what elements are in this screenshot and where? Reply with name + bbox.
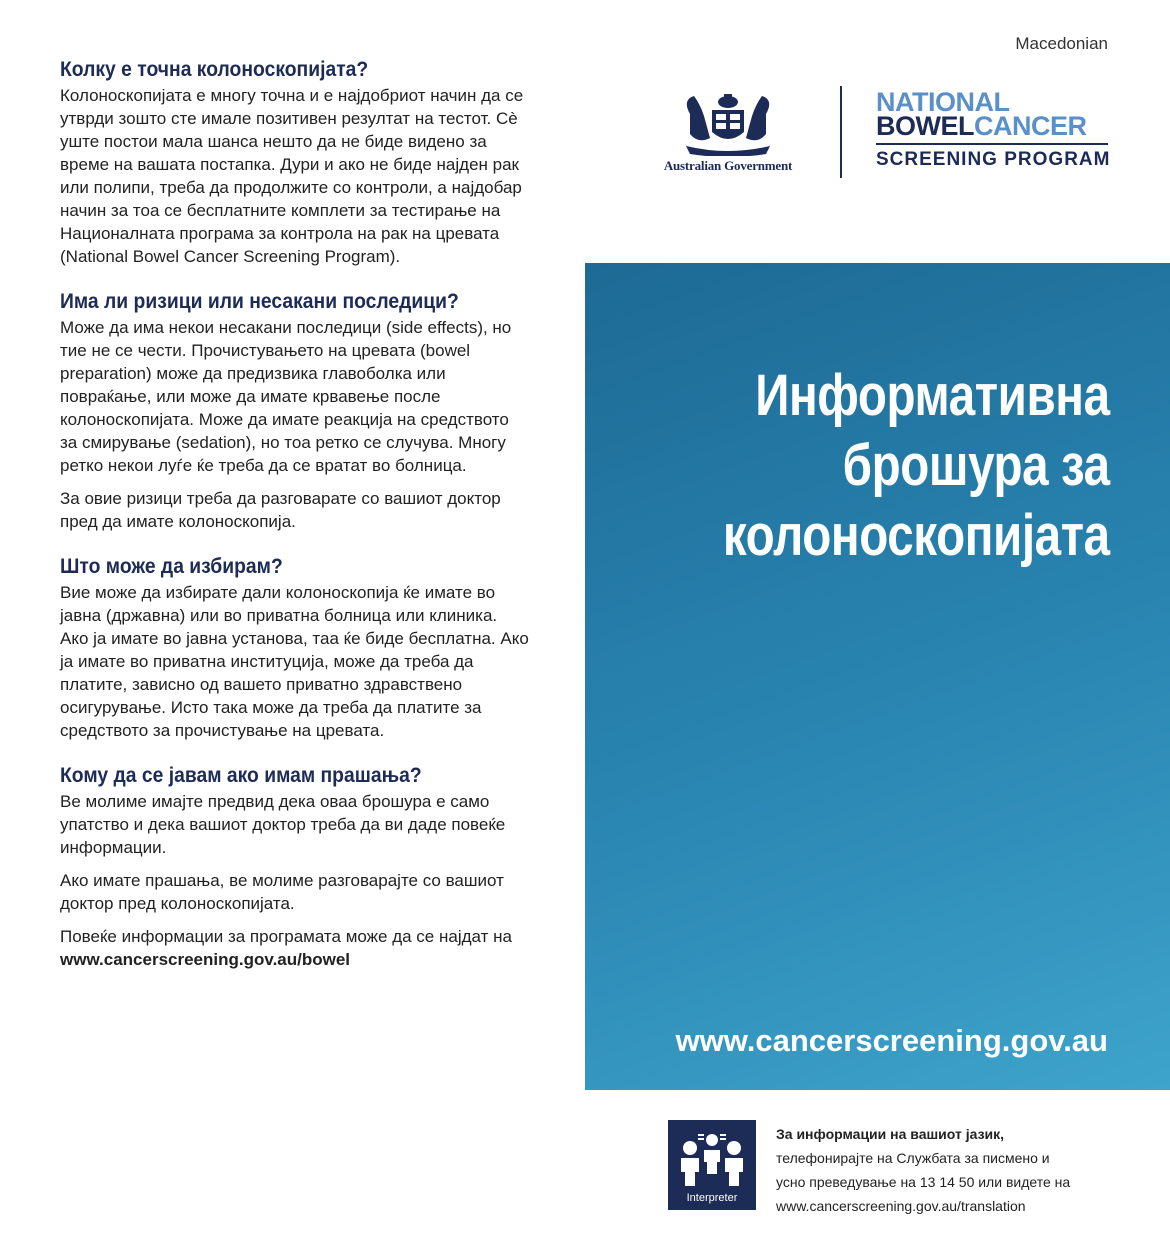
left-column <box>60 58 530 993</box>
interpreter-symbol <box>668 1120 756 1210</box>
translation-link[interactable]: www.cancerscreening.gov.au/translation <box>776 1198 1026 1214</box>
language-label: Macedonian <box>1015 34 1108 53</box>
interpreter-line: телефонирајте на Службата за писмено и <box>776 1150 1050 1166</box>
program-line3: SCREENING PROGRAM <box>876 149 1111 170</box>
more-info-link[interactable]: www.cancerscreening.gov.au/bowel <box>60 950 351 969</box>
logo-divider <box>840 86 842 178</box>
interpreter-info <box>776 1122 1136 1218</box>
program-line2-bowel: BOWEL <box>876 111 974 141</box>
interpreter-label: Interpreter <box>686 1192 738 1204</box>
section-heading: Кому да се јавам ако имам прашања? <box>60 764 422 787</box>
hero-title-line: брошура за <box>842 433 1110 498</box>
section-accuracy <box>60 58 530 268</box>
section-heading: Има ли ризици или несакани последици? <box>60 290 459 313</box>
section-paragraph: Вие може да избирате дали колоноскопија ќе имате во јавна (државна) или во приватна болница или клиника. Ако ја имате во јавна установа, таа ќе биде бесплатна. Ако ја имате во приватна институција, може да треба да платите, зависно од вашето приватно здравствено осигурување. Исто така може да треба да платите за средството за прочистување на цревата. <box>60 583 529 740</box>
interpreter-icon <box>668 1126 756 1196</box>
section-paragraph: За овие ризици треба да разговарате со вашиот доктор пред да имате колоноскопија. <box>60 489 501 531</box>
section-paragraph: Ако имате прашања, ве молиме разговарајте со вашиот доктор пред колоноскопијата. <box>60 871 504 913</box>
section-choices <box>60 555 530 742</box>
program-line2-cancer: CANCER <box>974 111 1087 141</box>
section-paragraph: Ве молиме имајте предвид дека оваа брошура е само упатство и дека вашиот доктор треба да ви даде повеќе информации. <box>60 792 506 857</box>
interpreter-lead: За информации на вашиот јазик, <box>776 1126 1005 1142</box>
section-heading: Што може да избирам? <box>60 555 283 578</box>
program-line1: NATIONAL <box>876 87 1010 117</box>
section-questions <box>60 764 530 971</box>
section-heading: Колку е точна колоноскопијата? <box>60 58 369 81</box>
australian-government-logo <box>644 90 812 180</box>
section-paragraph: Може да има некои несакани последици (side effects), но тие не се чести. Прочистувањето на цревата (bowel preparation) може да предизвика главоболка или повраќање, или може да имате крвавење после колоноскопијата. Може да имате реакција на средството за смирување (sedation), но тоа ретко се случува. Многу ретко некои луѓе ќе треба да се вратат во болница. <box>60 318 512 475</box>
hero-title <box>723 361 1110 571</box>
hero-url-link[interactable]: www.cancerscreening.gov.au <box>675 1023 1108 1058</box>
program-line2 <box>876 111 1116 141</box>
interpreter-line: усно преведување на 13 14 50 или видете на <box>776 1174 1071 1190</box>
hero-title-line: Информативна <box>755 363 1110 428</box>
section-risks <box>60 290 530 533</box>
hero-panel <box>585 263 1170 1090</box>
hero-title-line: колоноскопијата <box>723 503 1110 568</box>
coat-of-arms-icon <box>668 90 788 156</box>
more-info <box>60 925 530 971</box>
program-rule <box>876 143 1108 145</box>
nbcsp-logo <box>876 87 1116 171</box>
section-paragraph: Колоноскопијата е многу точна и е најдобриот начин да се утврди зошто сте имале позитивен резултат на тестот. Сè уште постои мала шанса нешто да не биде видено за време на вашата постапка. Дури и ако не биде најден рак или полипи, треба да продолжите со контроли, а најдобар начин за тоа се бесплатните комплети за тестирање на Националната програма за контрола на рак на цревата (National Bowel Cancer Screening Program). <box>60 86 524 266</box>
more-info-text: Повеќе информации за програмата може да се најдат на <box>60 927 512 946</box>
government-name: Australian Government <box>663 158 793 173</box>
